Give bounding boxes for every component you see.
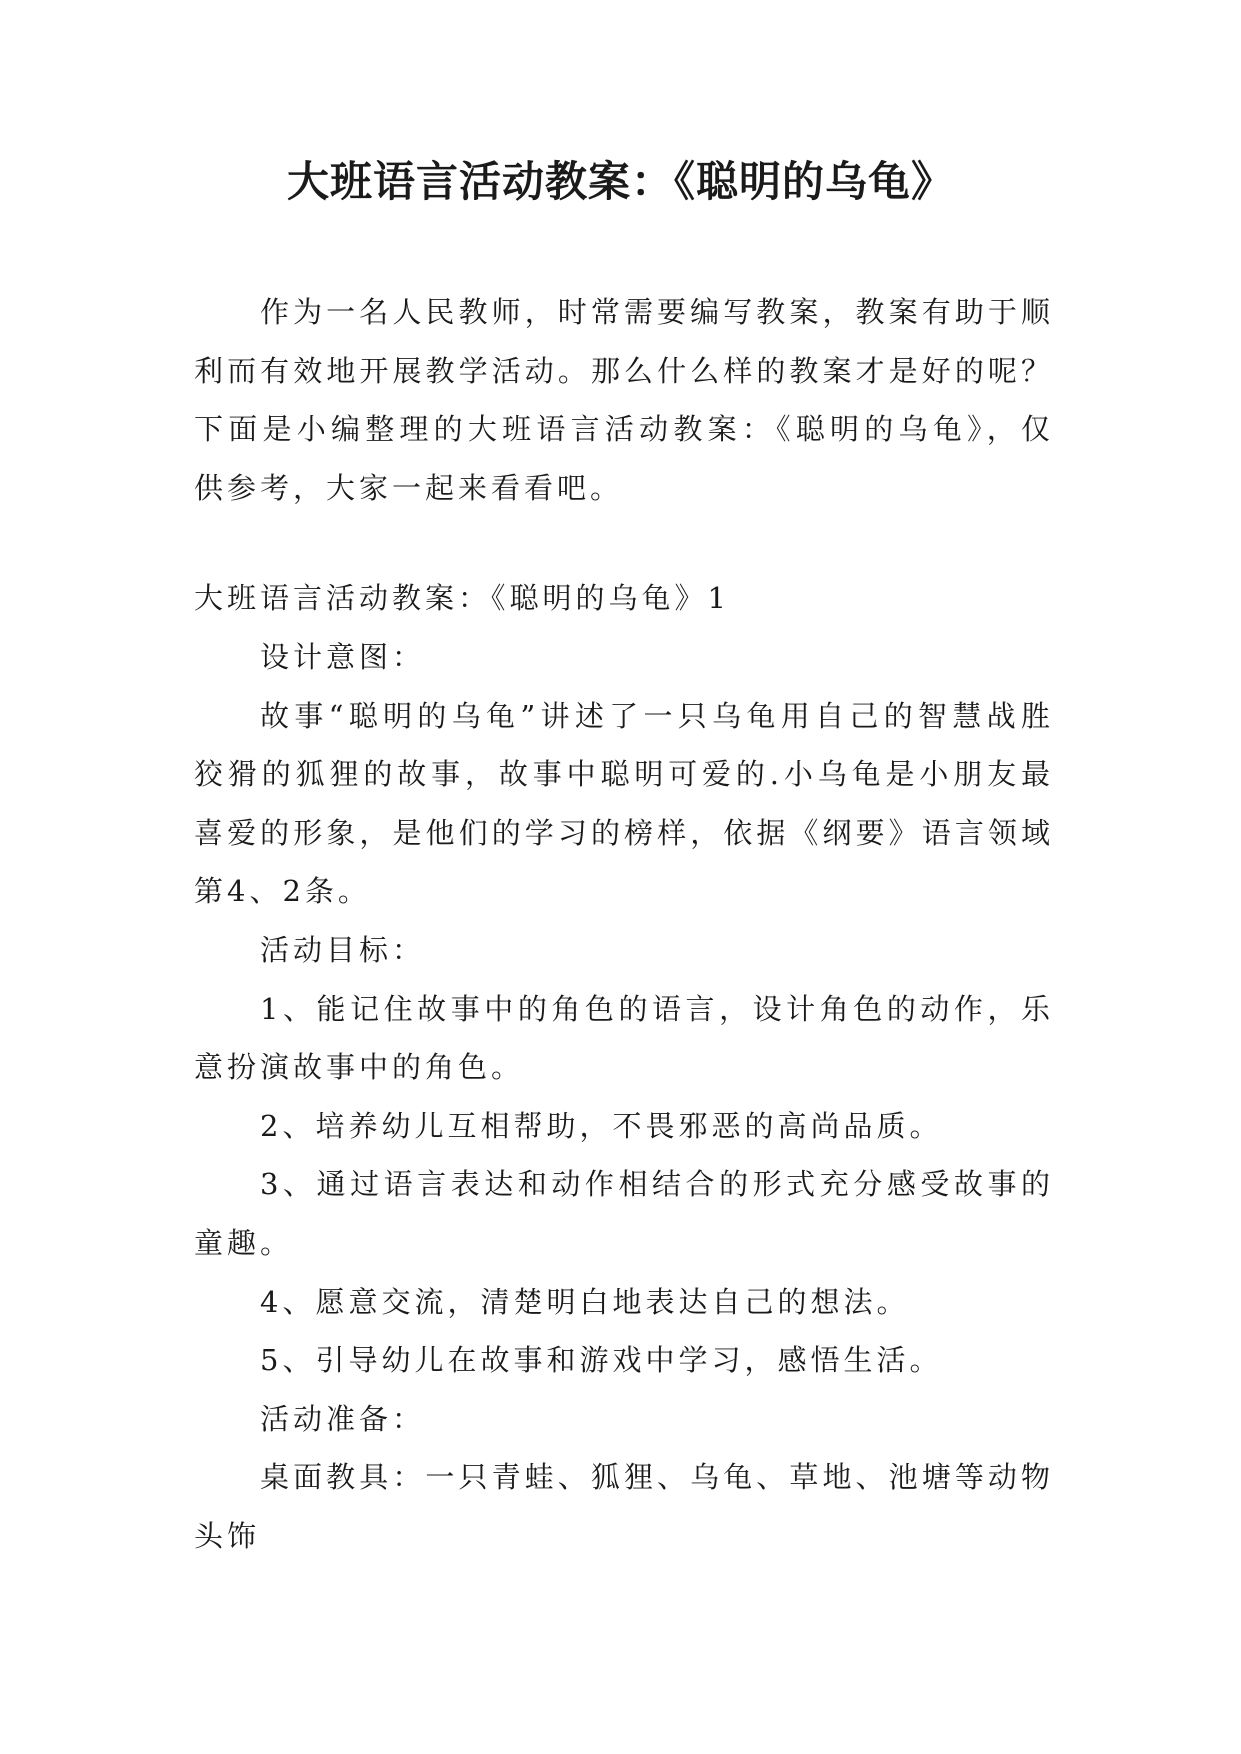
goal-item-3: 3、通过语言表达和动作相结合的形式充分感受故事的童趣。 xyxy=(194,1167,1054,1260)
paragraph-gap xyxy=(194,517,1054,569)
document-title: 大班语言活动教案：《聪明的乌龟》 xyxy=(286,157,954,206)
goal-item-1: 1、能记住故事中的角色的语言，设计角色的动作，乐意扮演故事中的角色。 xyxy=(194,991,1054,1085)
goal-item-5: 5、引导幼儿在故事和游戏中学习，感悟生活。 xyxy=(260,1343,943,1378)
section-heading: 大班语言活动教案：《聪明的乌龟》1 xyxy=(194,581,730,616)
goal-item-2: 2、培养幼儿互相帮助，不畏邪恶的高尚品质。 xyxy=(260,1108,943,1143)
design-intent-text: 故事“聪明的乌龟”讲述了一只乌龟用自己的智慧战胜狡猾的狐狸的故事，故事中聪明可爱的.小乌龟是小朋友最喜爱的形象，是他们的学习的榜样，依据《纲要》语言领域第4、2条。 xyxy=(194,698,1054,909)
document-body xyxy=(194,283,1054,1565)
prep-text: 桌面教具：一只青蛙、狐狸、乌龟、草地、池塘等动物头饰 xyxy=(194,1460,1054,1553)
design-intent-label: 设计意图： xyxy=(260,639,426,674)
intro-paragraph: 作为一名人民教师，时常需要编写教案，教案有助于顺利而有效地开展教学活动。那么什么样的教案才是好的呢？下面是小编整理的大班语言活动教案：《聪明的乌龟》，仅供参考，大家一起来看看吧。 xyxy=(194,295,1054,505)
prep-label: 活动准备： xyxy=(260,1401,426,1436)
goals-label: 活动目标： xyxy=(260,932,426,967)
goal-item-4: 4、愿意交流，清楚明白地表达自己的想法。 xyxy=(260,1284,910,1319)
